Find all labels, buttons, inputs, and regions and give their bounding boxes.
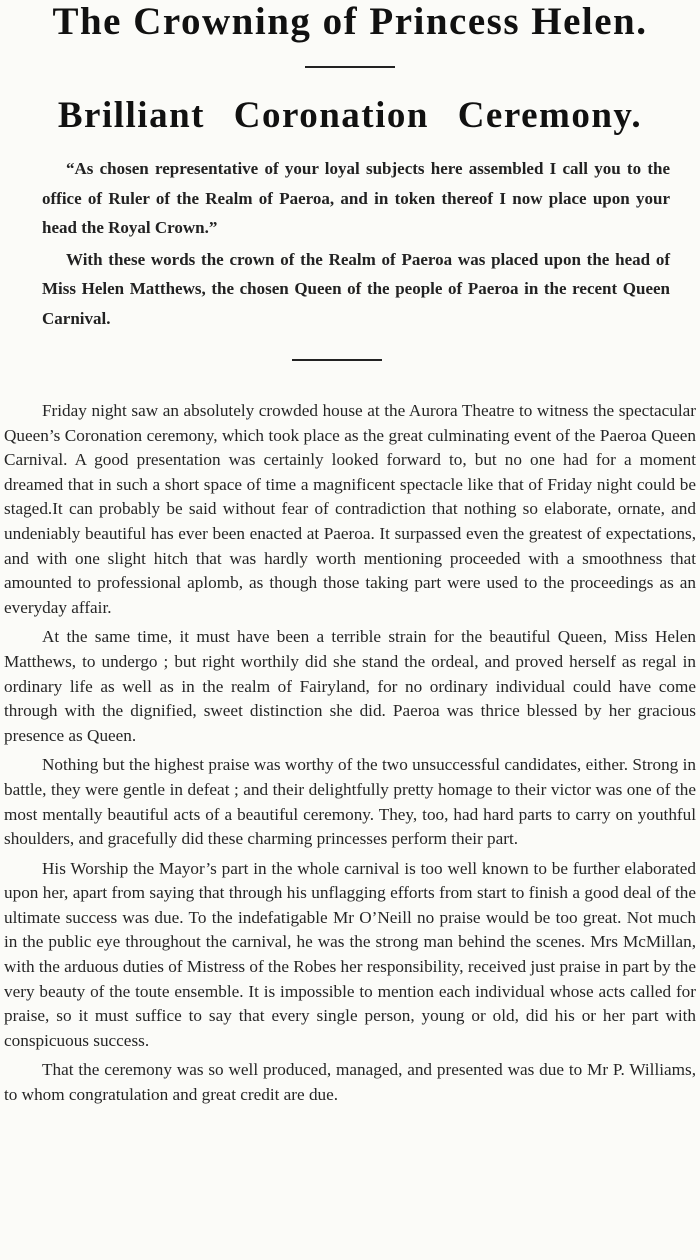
- intro-block: [42, 154, 670, 333]
- body-paragraph: Nothing but the highest praise was worthy of the two unsuccessful candidates, either. Strong in battle, they were gentle in defeat ; and their delightfully pretty homage to their victor was one of the most mentally beautiful acts of a beautiful ceremony. They, too, had hard parts to carry on youthful shoulders, and gracefully did these charming princesses perform their part.: [4, 755, 696, 849]
- headline: The Crowning of Princess Helen.: [52, 0, 648, 43]
- intro-paragraph: With these words the crown of the Realm of Paeroa was placed upon the head of Miss Helen Matthews, the chosen Queen of the people of Paeroa in the recent Queen Carnival.: [42, 249, 670, 328]
- divider-rule: [292, 359, 382, 361]
- body-paragraph: At the same time, it must have been a terrible strain for the beautiful Queen, Miss Helen Matthews, to undergo ; but right worthily did she stand the ordeal, and proved herself as regal in ordinary life as well as in the realm of Fairyland, for no ordinary individual could have come through with the dignified, sweet distinction she did. Paeroa was thrice blessed by her gracious presence as Queen.: [4, 627, 696, 745]
- body-paragraph: Friday night saw an absolutely crowded house at the Aurora Theatre to witness the spectacular Queen’s Coronation ceremony, which took place as the great culminating event of the Paeroa Queen Carnival. A good presentation was certainly looked forward to, but no one had for a moment dreamed that in such a short space of time a magnificent spectacle like that of Friday night could be staged.It can probably be said without fear of contradiction that nothing so elaborate, ornate, and undeniably beautiful has ever been enacted at Paeroa. It surpassed even the greatest of expectations, and with one slight hitch that was hardly worth mentioning proceeded with a smoothness that amounted to professional aplomb, as though those taking part were used to the proceedings as an everyday affair.: [4, 401, 696, 617]
- article-body: [4, 399, 696, 1108]
- body-paragraph: That the ceremony was so well produced, managed, and presented was due to Mr P. Williams, to whom congratulation and great credit are due.: [4, 1060, 696, 1105]
- divider-rule: [305, 66, 395, 68]
- subheadline: Brilliant Coronation Ceremony.: [57, 95, 643, 136]
- body-paragraph: His Worship the Mayor’s part in the whole carnival is too well known to be further elaborated upon her, apart from saying that through his unflagging efforts from start to finish a good deal of the ultimate success was due. To the indefatigable Mr O’Neill no praise would be too great. Not much in the public eye throughout the carnival, he was the strong man behind the scenes. Mrs McMillan, with the arduous duties of Mistress of the Robes her responsibility, received just praise in part by the very beauty of the toute ensemble. It is impossible to mention each individual whose acts called for praise, so it must suffice to say that every single person, young or old, did his or her part with conspicuous success.: [4, 858, 696, 1050]
- intro-paragraph: “As chosen representative of your loyal subjects here assembled I call you to the office of Ruler of the Realm of Paeroa, and in token thereof I now place upon your head the Royal Crown.”: [42, 159, 670, 237]
